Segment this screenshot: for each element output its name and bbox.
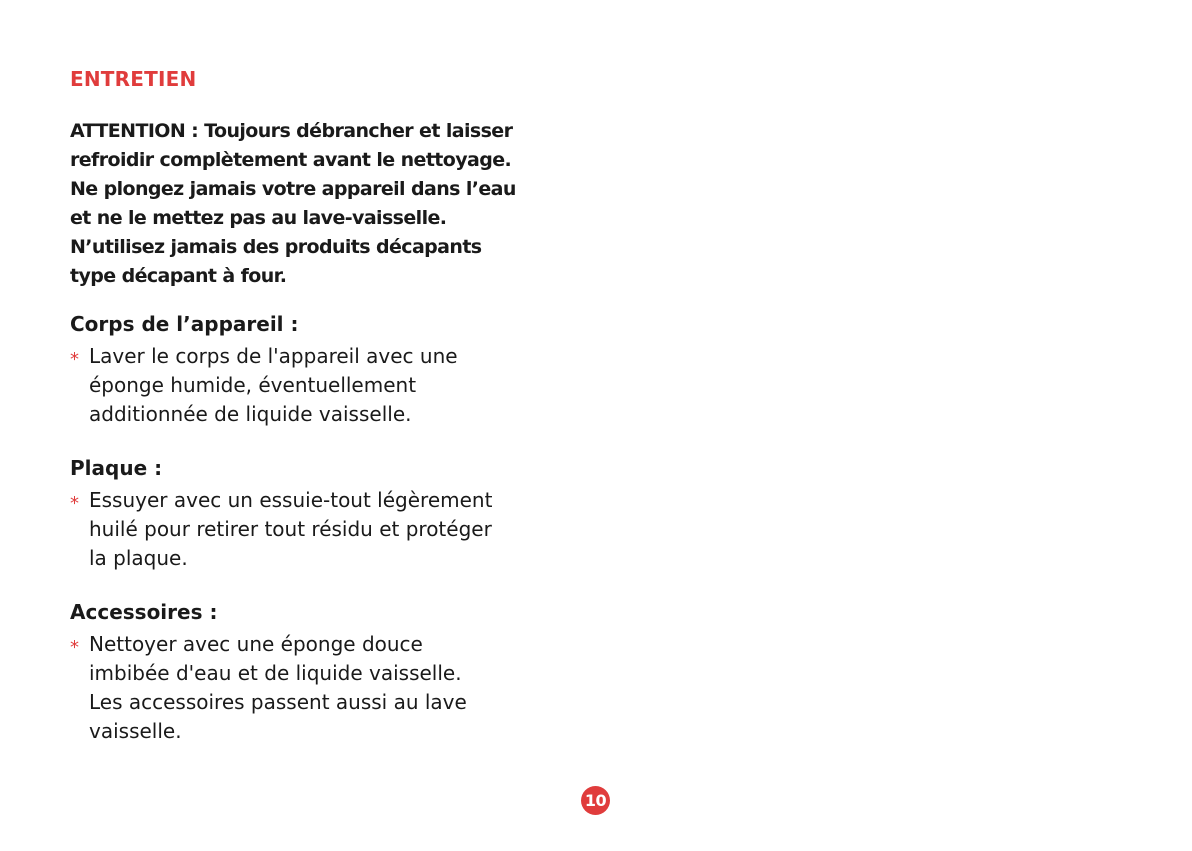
bullet-line: vaisselle. [89, 719, 182, 743]
bullet-line: Nettoyer avec une éponge douce [89, 632, 423, 656]
bullet-line: Laver le corps de l'appareil avec une [89, 344, 458, 368]
bullet-line: additionnée de liquide vaisselle. [89, 402, 412, 426]
page-number-badge: 10 [581, 786, 610, 815]
warning-line: N’utilisez jamais des produits décapants [70, 236, 482, 258]
section-accessories [70, 600, 550, 746]
warning-line: ATTENTION : Toujours débrancher et laisser [70, 120, 513, 142]
warning-paragraph [70, 117, 546, 291]
bullet-line: imbibée d'eau et de liquide vaisselle. [89, 661, 462, 685]
section-plate [70, 456, 550, 573]
subsection-title: Plaque : [70, 456, 163, 480]
bullet-line: huilé pour retirer tout résidu et protéger [89, 517, 492, 541]
warning-line: Ne plongez jamais votre appareil dans l’eau [70, 178, 516, 200]
asterisk-icon: * [70, 493, 79, 514]
asterisk-icon: * [70, 349, 79, 370]
warning-line: refroidir complètement avant le nettoyage. [70, 149, 512, 171]
asterisk-icon: * [70, 637, 79, 658]
section-title: ENTRETIEN [70, 67, 197, 91]
bullet-line: Les accessoires passent aussi au lave [89, 690, 467, 714]
bullet-item [70, 630, 550, 746]
warning-line: et ne le mettez pas au lave-vaisselle. [70, 207, 447, 229]
bullet-item [70, 342, 550, 429]
subsection-title: Corps de l’appareil : [70, 312, 299, 336]
warning-line: type décapant à four. [70, 265, 287, 287]
subsection-title: Accessoires : [70, 600, 218, 624]
bullet-line: Essuyer avec un essuie-tout légèrement [89, 488, 493, 512]
section-body [70, 312, 550, 429]
bullet-line: la plaque. [89, 546, 188, 570]
bullet-item [70, 486, 550, 573]
bullet-line: éponge humide, éventuellement [89, 373, 417, 397]
